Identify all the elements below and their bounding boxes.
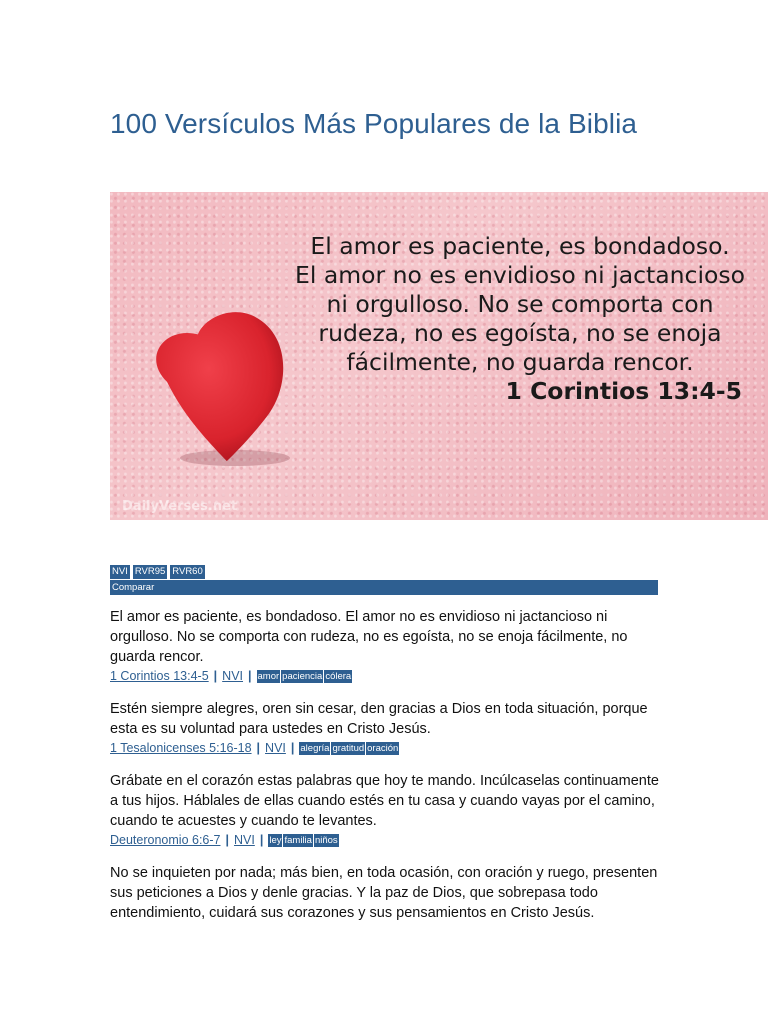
verse-meta — [110, 667, 670, 685]
separator: | — [256, 741, 261, 755]
tag-alegria[interactable]: alegría — [300, 743, 330, 755]
verse-reference-link[interactable]: 1 Corintios 13:4-5 — [110, 669, 209, 683]
hero-quote-line: rudeza, no es egoísta, no se enoja — [318, 319, 722, 347]
watermark: DailyVerses.net — [122, 499, 238, 514]
hero-quote — [280, 232, 760, 406]
verse-text: No se inquieten por nada; más bien, en toda ocasión, con oración y ruego, presenten sus peticiones a Dios y denle gracias. Y la paz de Dios, que sobrepasa todo entendimiento, cuidará sus corazones y sus pensamientos en Cristo Jesús. — [110, 865, 658, 921]
separator: | — [290, 741, 295, 755]
separator: | — [213, 669, 218, 683]
separator: | — [259, 833, 264, 847]
tab-nvi[interactable]: NVI — [112, 566, 128, 577]
tag-gratitud[interactable]: gratitud — [332, 743, 365, 755]
tag-colera[interactable]: cólera — [325, 671, 352, 683]
tab-rvr95[interactable]: RVR95 — [134, 566, 166, 577]
page-title: 100 Versículos Más Populares de la Biblia — [110, 108, 638, 139]
separator: | — [248, 669, 252, 683]
tag-oracion[interactable]: oración — [367, 743, 399, 755]
tab-rvr60[interactable]: RVR60 — [172, 566, 203, 577]
hero-quote-line: fácilmente, no guarda rencor. — [346, 348, 694, 376]
separator: | — [225, 833, 229, 847]
verse-text: Estén siempre alegres, oren sin cesar, den gracias a Dios en toda situación, porque esta es su voluntad para ustedes en Cristo Jesús. — [110, 701, 648, 737]
version-tabs — [110, 565, 205, 579]
verse-reference-link[interactable]: Deuteronomio 6:6-7 — [110, 833, 221, 847]
verse-meta — [110, 739, 670, 757]
verse-item — [110, 699, 670, 757]
verse-item — [110, 771, 670, 849]
tag-amor[interactable]: amor — [257, 671, 280, 683]
verse-version-link[interactable]: NVI — [222, 669, 244, 683]
tag-paciencia[interactable]: paciencia — [282, 671, 323, 683]
verse-text: Grábate en el corazón estas palabras que hoy te mando. Incúlcaselas continuamente a tus hijos. Háblales de ellas cuando estés en tu casa y cuando vayas por el camino, cuando te acuestes y cuando te levantes. — [110, 773, 659, 829]
verse-version-link[interactable]: NVI — [265, 741, 286, 755]
verse-text: El amor es paciente, es bondadoso. El amor no es envidioso ni jactancioso ni orgulloso. No se comporta con rudeza, no es egoísta, no se enoja fácilmente, no guarda rencor. — [110, 609, 628, 665]
hero-reference: 1 Corintios 13:4-5 — [505, 377, 742, 405]
compare-button[interactable]: Comparar — [110, 580, 658, 595]
hero-quote-line: El amor es paciente, es bondadoso. — [310, 232, 730, 260]
verse-meta — [110, 831, 670, 849]
verse-item — [110, 863, 670, 923]
verse-list — [110, 607, 670, 937]
verse-item — [110, 607, 670, 685]
verse-version-link[interactable]: NVI — [233, 833, 255, 847]
tag-ley[interactable]: ley — [269, 835, 282, 847]
hero-quote-line: El amor no es envidioso ni jactancioso — [295, 261, 745, 289]
tag-familia[interactable]: familia — [284, 835, 312, 847]
tag-ninos[interactable]: niños — [314, 835, 338, 847]
hero-image — [110, 192, 768, 520]
verse-reference-link[interactable]: 1 Tesalonicenses 5:16-18 — [110, 741, 252, 755]
hero-quote-line: ni orgulloso. No se comporta con — [326, 290, 714, 318]
